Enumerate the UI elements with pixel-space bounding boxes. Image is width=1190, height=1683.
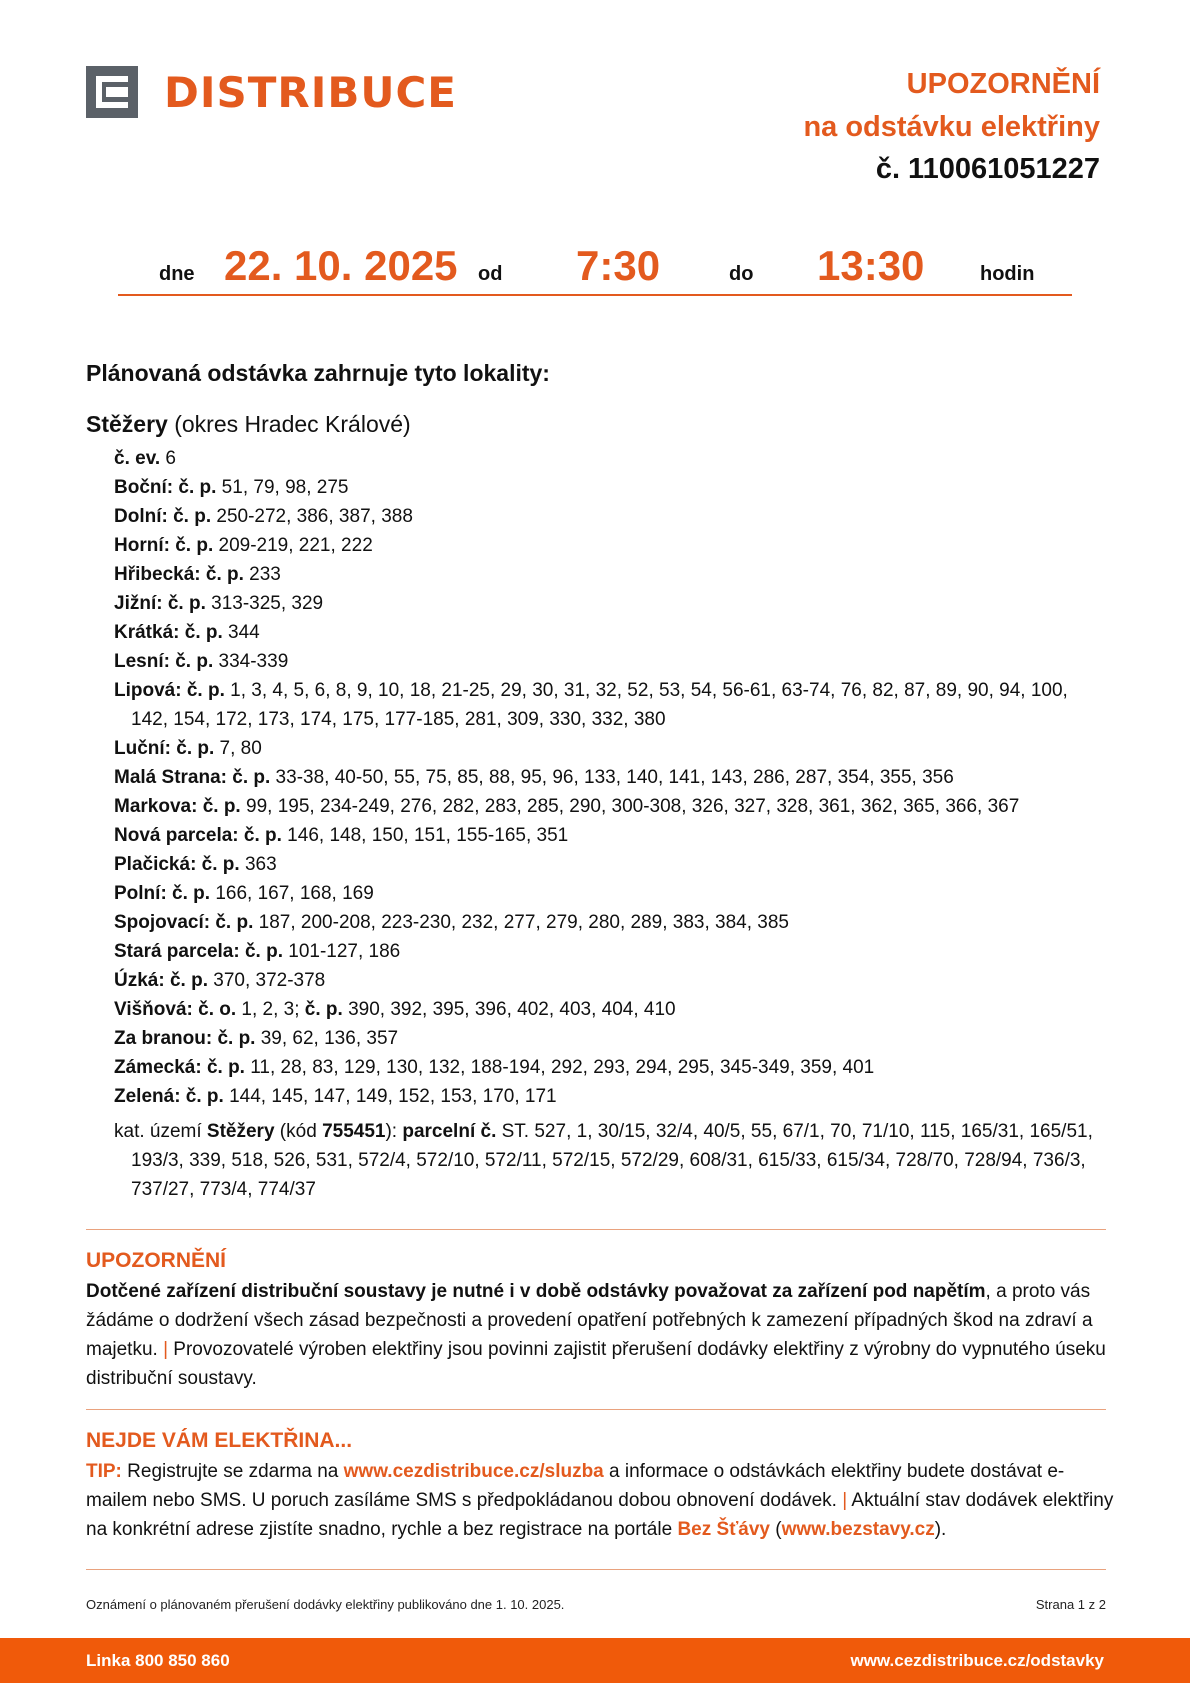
- notice-number: č. 110061051227: [875, 153, 1100, 185]
- street-item: Hřibecká: č. p. 233: [114, 564, 281, 585]
- town-district: (okres Hradec Králové): [167, 411, 411, 437]
- warning-text: Dotčené zařízení distribuční soustavy je nutné i v době odstávky považovat za zařízení pod napětím, a proto vás žádáme o dodržení všech zásad bezpečnosti a provedení opatření potřebných k zamezení případných škod na zdraví a majetku. | Provozovatelé výroben elektřiny jsou povinni zajistit přerušení dodávky elektřiny z výrobny do vypnutého úseku distribuční soustavy.: [86, 1281, 1106, 1389]
- localities-heading: Plánovaná odstávka zahrnuje tyto lokality:: [86, 360, 550, 386]
- town-name: Stěžery: [86, 411, 168, 437]
- street-item: Malá Strana: č. p. 33-38, 40-50, 55, 75, 85, 88, 95, 96, 133, 140, 141, 143, 286, 287, 354, 355, 356: [114, 767, 954, 788]
- street-item: Markova: č. p. 99, 195, 234-249, 276, 282, 283, 285, 290, 300-308, 326, 327, 328, 361, 362, 365, 366, 367: [114, 796, 1020, 817]
- cez-e-logo-icon: [86, 66, 138, 118]
- tip-text: TIP: Registrujte se zdarma na www.cezdistribuce.cz/sluzba a informace o odstávkách elektřiny budete dostávat e-mailem nebo SMS. U poruch zasíláme SMS s předpokládanou dobou obnovení dodávek. | Aktuální stav dodávek elektřiny na konkrétní adrese zjistíte snadno, rychle a bez registrace na portále Bez Šťávy (www.bezstavy.cz).: [86, 1461, 1114, 1540]
- tip-section: [86, 1427, 1116, 1544]
- street-item: Zámecká: č. p. 11, 28, 83, 129, 130, 132, 188-194, 292, 293, 294, 295, 345-349, 359, 401: [114, 1057, 875, 1078]
- divider: [86, 1229, 1106, 1230]
- notice-title-line2: na odstávku elektřiny: [803, 111, 1100, 143]
- registration-link[interactable]: www.cezdistribuce.cz/sluzba: [343, 1461, 604, 1482]
- separator: |: [842, 1490, 848, 1511]
- tip-heading: NEJDE VÁM ELEKTŘINA...: [86, 1429, 353, 1452]
- street-item: Spojovací: č. p. 187, 200-208, 223-230, 232, 277, 279, 280, 289, 383, 384, 385: [114, 912, 789, 933]
- street-item: Dolní: č. p. 250-272, 386, 387, 388: [114, 506, 413, 527]
- portal-name[interactable]: Bez Šťávy: [677, 1519, 770, 1540]
- outage-date: 22. 10. 2025: [224, 242, 458, 289]
- street-item: Zelená: č. p. 144, 145, 147, 149, 152, 153, 170, 171: [114, 1086, 557, 1107]
- brand-name: DISTRIBUCE: [164, 67, 457, 117]
- label-day: dne: [159, 263, 195, 285]
- street-item: Luční: č. p. 7, 80: [114, 738, 262, 759]
- street-item: Za branou: č. p. 39, 62, 136, 357: [114, 1028, 399, 1049]
- bezstavy-link[interactable]: www.bezstavy.cz: [781, 1519, 935, 1540]
- street-item: Boční: č. p. 51, 79, 98, 275: [114, 477, 349, 498]
- divider: [86, 1569, 1106, 1570]
- street-item: Plačická: č. p. 363: [114, 854, 277, 875]
- street-item: Lesní: č. p. 334-339: [114, 651, 289, 672]
- notice-title-line1: UPOZORNĚNÍ: [906, 68, 1100, 100]
- street-item: Stará parcela: č. p. 101-127, 186: [114, 941, 401, 962]
- separator: |: [163, 1339, 169, 1360]
- street-list: [114, 444, 1094, 1204]
- street-item: č. ev. 6: [114, 448, 176, 469]
- label-hours: hodin: [980, 263, 1035, 285]
- published-note: Oznámení o plánovaném přerušení dodávky elektřiny publikováno dne 1. 10. 2025.: [86, 1597, 565, 1612]
- outage-schedule: [118, 240, 1072, 296]
- street-item: Krátká: č. p. 344: [114, 622, 260, 643]
- street-item: Višňová: č. o. 1, 2, 3; č. p. 390, 392, 395, 396, 402, 403, 404, 410: [114, 999, 676, 1020]
- website-link[interactable]: www.cezdistribuce.cz/odstavky: [850, 1650, 1104, 1670]
- time-from: 7:30: [576, 242, 661, 289]
- warning-section: [86, 1247, 1116, 1393]
- footer-note: [86, 1597, 1106, 1612]
- town-heading: [86, 411, 411, 438]
- street-item: Polní: č. p. 166, 167, 168, 169: [114, 883, 374, 904]
- street-item: Jižní: č. p. 313-325, 329: [114, 593, 324, 614]
- company-logo: [86, 66, 457, 118]
- notice-title: [803, 62, 1100, 190]
- hotline[interactable]: Linka 800 850 860: [86, 1650, 230, 1670]
- cadastral-parcels: kat. území Stěžery (kód 755451): parcelní č. ST. 527, 1, 30/15, 32/4, 40/5, 55, 67/1, 70, 71/10, 115, 165/31, 165/51, 193/3, 339, 518, 526, 531, 572/4, 572/10, 572/11, 572/15, 572/29, 608/31, 615/33, 615/34, 728/70, 728/94, 736/3, 737/27, 773/4, 774/37: [114, 1121, 1093, 1200]
- warning-heading: UPOZORNĚNÍ: [86, 1249, 227, 1272]
- time-to: 13:30: [817, 242, 925, 289]
- label-to: do: [729, 263, 754, 285]
- street-item: Nová parcela: č. p. 146, 148, 150, 151, 155-165, 351: [114, 825, 569, 846]
- street-item: Horní: č. p. 209-219, 221, 222: [114, 535, 373, 556]
- divider: [86, 1409, 1106, 1410]
- page-info: Strana 1 z 2: [1035, 1597, 1106, 1612]
- street-item: Lipová: č. p. 1, 3, 4, 5, 6, 8, 9, 10, 18, 21-25, 29, 30, 31, 32, 52, 53, 54, 56-61, 63-74, 76, 82, 87, 89, 90, 94, 100, 142, 154, 172, 173, 174, 175, 177-185, 281, 309, 330, 332, 380: [114, 680, 1068, 730]
- label-from: od: [478, 263, 503, 285]
- tip-label: TIP:: [86, 1461, 122, 1482]
- contact-bar: [0, 1638, 1190, 1683]
- street-item: Úzká: č. p. 370, 372-378: [114, 970, 326, 991]
